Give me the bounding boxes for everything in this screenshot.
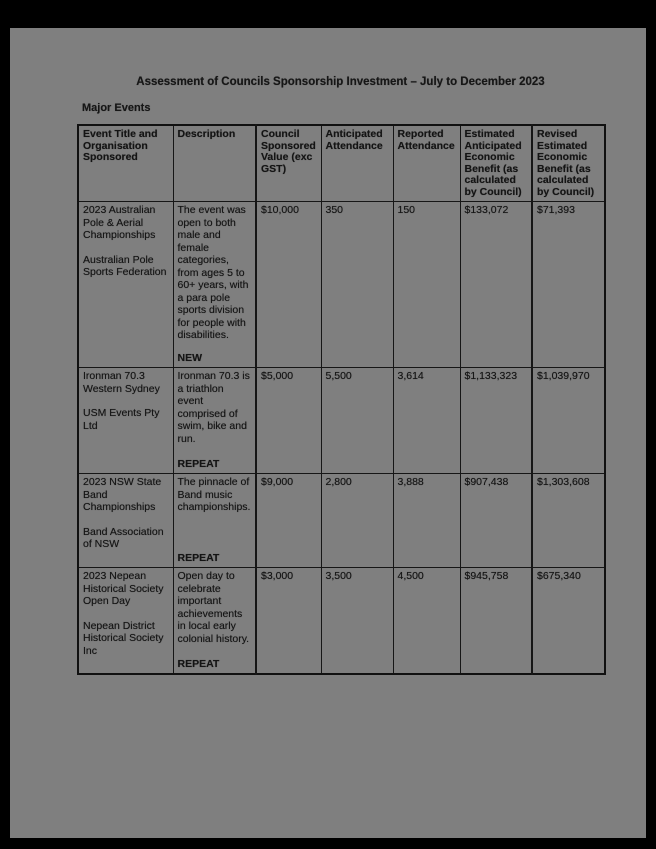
table-row [78,202,605,368]
event-title: 2023 NSW State Band Championships [83,476,162,513]
event-cell [78,568,173,675]
council-sponsored-value: $5,000 [256,368,321,474]
reported-attendance: 4,500 [393,568,460,675]
document-content [77,76,604,675]
revised-estimated-benefit: $1,039,970 [532,368,605,474]
status-label: REPEAT [177,657,220,670]
council-sponsored-value: $9,000 [256,474,321,568]
col-header-reported-attendance: Reported Attendance [393,125,460,202]
reported-attendance: 3,614 [393,368,460,474]
table-header-row [78,125,605,202]
event-cell [78,474,173,568]
revised-estimated-benefit: $675,340 [532,568,605,675]
estimated-anticipated-benefit: $1,133,323 [460,368,532,474]
estimated-anticipated-benefit: $133,072 [460,202,532,368]
event-title: 2023 Australian Pole & Aerial Championships [83,204,156,241]
sponsorship-table [77,124,606,675]
anticipated-attendance: 350 [321,202,393,368]
description-text: Ironman 70.3 is a triathlon event comprised of swim, bike and run. [177,370,250,445]
status-label: REPEAT [177,457,220,470]
table-row [78,368,605,474]
event-cell [78,202,173,368]
description-cell [173,474,256,568]
status-label: NEW [177,351,202,364]
document-page [10,28,646,838]
organisation: Australian Pole Sports Federation [83,253,167,278]
description-text: The pinnacle of Band music championships. [177,476,251,513]
estimated-anticipated-benefit: $945,758 [460,568,532,675]
description-cell [173,368,256,474]
anticipated-attendance: 3,500 [321,568,393,675]
col-header-event-title: Event Title and Organisation Sponsored [78,125,173,202]
table-row [78,568,605,675]
organisation: Nepean District Historical Society Inc [83,619,164,657]
anticipated-attendance: 2,800 [321,474,393,568]
col-header-revised-benefit: Revised Estimated Economic Benefit (as calculated by Council) [532,125,605,202]
reported-attendance: 150 [393,202,460,368]
event-cell [78,368,173,474]
description-text: Open day to celebrate important achievements in local early colonial history. [177,570,250,645]
description-cell [173,568,256,675]
section-heading-major-events: Major Events [82,102,151,114]
document-title: Assessment of Councils Sponsorship Investment – July to December 2023 [136,76,545,88]
revised-estimated-benefit: $1,303,608 [532,474,605,568]
reported-attendance: 3,888 [393,474,460,568]
event-title: 2023 Nepean Historical Society Open Day [83,570,164,607]
status-label: REPEAT [177,551,220,564]
event-title: Ironman 70.3 Western Sydney [83,370,160,395]
anticipated-attendance: 5,500 [321,368,393,474]
col-header-anticipated-attendance: Anticipated Attendance [321,125,393,202]
organisation: Band Association of NSW [83,525,164,550]
description-cell [173,202,256,368]
col-header-council-value: Council Sponsored Value (exc GST) [256,125,321,202]
table-row [78,474,605,568]
col-header-description: Description [173,125,256,202]
description-text: The event was open to both male and female categories, from ages 5 to 60+ years, with a para pole sports division for people with disabilities. [177,204,249,341]
estimated-anticipated-benefit: $907,438 [460,474,532,568]
council-sponsored-value: $10,000 [256,202,321,368]
revised-estimated-benefit: $71,393 [532,202,605,368]
council-sponsored-value: $3,000 [256,568,321,675]
col-header-estimated-benefit: Estimated Anticipated Economic Benefit (as calculated by Council) [460,125,532,202]
organisation: USM Events Pty Ltd [83,407,160,432]
